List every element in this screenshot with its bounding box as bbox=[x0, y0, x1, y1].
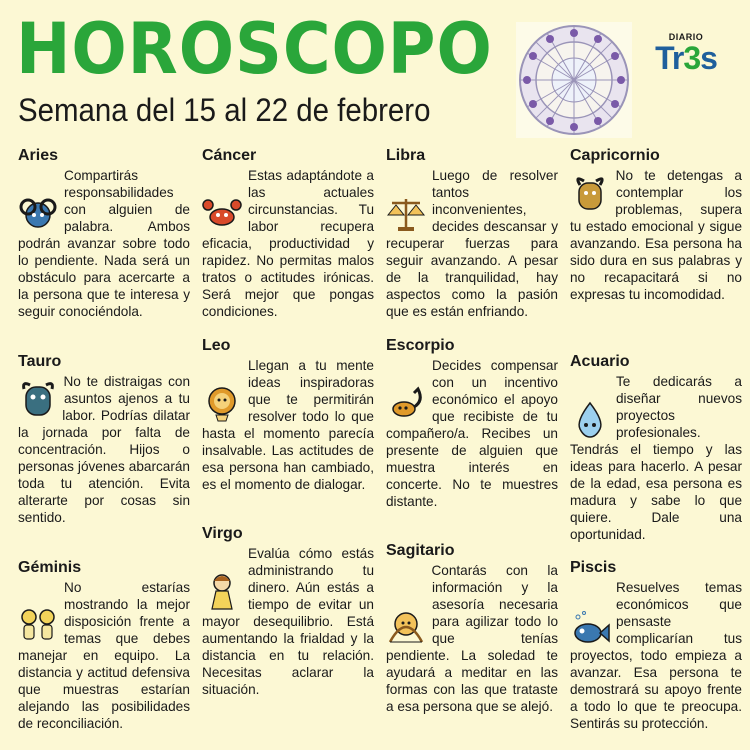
sign-text: Decides compensar con un incentivo económico el apoyo que recibiste de tu compañero/a. Recibes un presente de alguien que muestra interés en concerte. No te muestres distante. bbox=[386, 358, 558, 509]
sign-tauro bbox=[18, 352, 190, 526]
scorpion-icon bbox=[386, 383, 426, 423]
sign-name: Escorpio bbox=[386, 337, 455, 354]
water-drop-icon bbox=[570, 399, 610, 439]
sign-name: Géminis bbox=[18, 559, 82, 576]
ram-icon bbox=[18, 193, 58, 233]
page-title: HOROSCOPO bbox=[16, 8, 493, 90]
sign-text: No te distraigas con asuntos ajenos a tu labor. Podrías dilatar la jornada por falta de concentración. Hijos o personas jóvenes abarcarán toda tu atención. Evita alterarte por cosas sin sentido. bbox=[18, 374, 190, 525]
sign-text: Resuelves temas económicos que pensaste complicarían tus proyectos, todo empieza a avanzar. Esa persona te demostrará su apoyo frente a todo lo que te preocupa. Sentirás su protección. bbox=[570, 580, 742, 731]
sign-leo bbox=[202, 336, 374, 493]
sign-aries bbox=[18, 146, 190, 320]
sign-name: Piscis bbox=[570, 559, 617, 576]
sign-text: Estas adaptándote a las actuales circunstancias. Tu labor recupera eficacia, productividad y rapidez. No permitas malos tratos o actitudes irónicas. Será mejor que pongas condiciones. bbox=[202, 168, 374, 319]
sign-name: Sagitario bbox=[386, 542, 455, 559]
twins-icon bbox=[18, 605, 58, 645]
sign-virgo bbox=[202, 524, 374, 698]
sign-capricornio bbox=[570, 146, 742, 303]
sign-acuario bbox=[570, 352, 742, 543]
sign-escorpio bbox=[386, 336, 558, 510]
sign-name: Virgo bbox=[202, 525, 243, 542]
sign-text: No te detengas a contemplar los problemas, supera tu estado emocional y sigue avanzando. Esa persona ha sido dura en sus palabras y no recapacitará si no expresas tu incomodidad. bbox=[570, 168, 742, 302]
sign-text: Te dedicarás a diseñar nuevos proyectos profesionales. Tendrás el tiempo y las ideas para hacerlo. A pesar de la edad, esa persona es madura y sabe lo que quiere. Dale una oportunidad. bbox=[570, 374, 742, 542]
sign-sagitario bbox=[386, 541, 558, 715]
sign-libra bbox=[386, 146, 558, 320]
fish-icon bbox=[570, 609, 610, 649]
scales-icon bbox=[386, 193, 426, 233]
sign-text: No estarías mostrando la mejor disposición frente a temas que debes manejar en equipo. La distancia y actitud defensiva que muestras estarían alejando las posibilidades de reconciliación. bbox=[18, 580, 190, 731]
sign-text: Llegan a tu mente ideas inspiradoras que te permitirán resolver todo lo que hasta el momento parecía insalvable. Las actitudes de esa persona han cambiado, es el momento de dialogar. bbox=[202, 358, 374, 492]
lion-icon bbox=[202, 383, 242, 423]
sign-name: Capricornio bbox=[570, 147, 660, 164]
sign-text: Luego de resolver tantos inconvenientes, decides descansar y recuperar fuerzas para seguir avanzando. A pesar de la tranquilidad, hay aspectos como la pasión que es están enfriando. bbox=[386, 168, 558, 319]
sign-name: Cáncer bbox=[202, 147, 257, 164]
sign-name: Tauro bbox=[18, 353, 62, 370]
sign-geminis bbox=[18, 558, 190, 732]
sign-text: Compartirás responsabilidades con alguien de palabra. Ambos podrán avanzar sobre todo lo pendiente. Nada será un obstáculo para acercarte a la persona que te interesa y seguir conociéndola. bbox=[18, 168, 190, 319]
crab-icon bbox=[202, 193, 242, 233]
sign-text: Contarás con la información y la asesoría necesaria para agilizar todo lo que tenías pendiente. La soledad te ayudará a meditar en las formas con las que trataste a esa persona que se alejó. bbox=[386, 563, 558, 714]
sign-cancer bbox=[202, 146, 374, 320]
goat-icon bbox=[570, 175, 610, 215]
sign-name: Libra bbox=[386, 147, 426, 164]
maiden-icon bbox=[202, 571, 242, 611]
sign-name: Acuario bbox=[570, 353, 630, 370]
sign-name: Aries bbox=[18, 147, 59, 164]
sign-piscis bbox=[570, 558, 742, 732]
sign-text: Evalúa cómo estás administrando tu dinero. Aún estás a tiempo de evitar un mayor desequilibrio. Está aumentando la frialdad y la distancia en tu relación. Necesitas aclarar la situación. bbox=[202, 546, 374, 697]
page-subtitle: Semana del 15 al 22 de febrero bbox=[18, 92, 431, 128]
archer-icon bbox=[386, 608, 426, 648]
zodiac-wheel-icon bbox=[516, 22, 632, 138]
diario-tres-logo: DIARIO Tr3s bbox=[655, 32, 717, 76]
bull-icon bbox=[18, 379, 58, 419]
sign-name: Leo bbox=[202, 337, 231, 354]
